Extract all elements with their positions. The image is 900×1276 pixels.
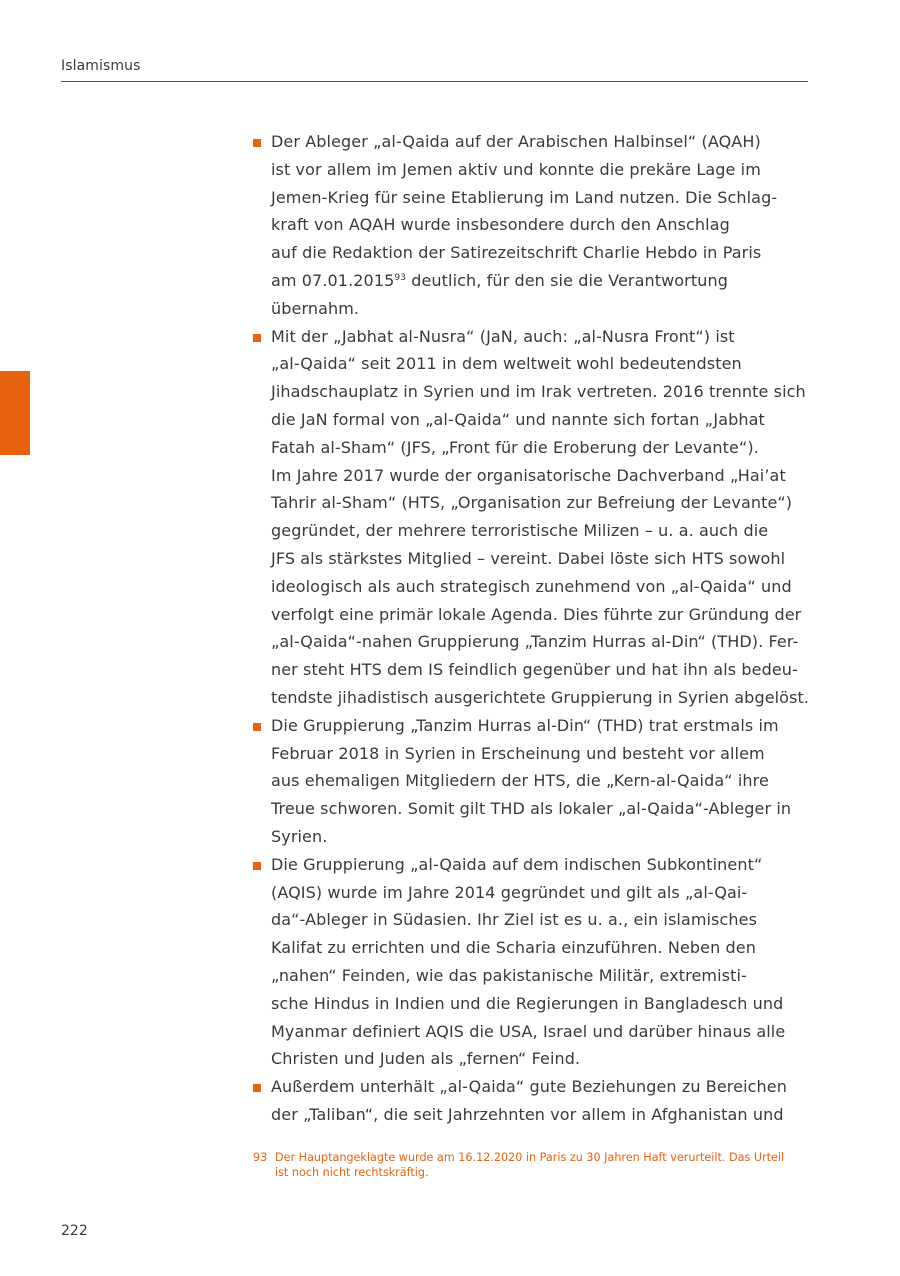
text-line: JFS als stärkstes Mitglied – vereint. Dabei löste sich HTS sowohl [271,548,786,568]
text-line: Mit der „Jabhat al-Nusra“ (JaN, auch: „al-Nusra Front“) ist [271,326,735,346]
square-bullet-icon [253,862,261,870]
text-fragment: deutlich, für den sie die Verantwortung [406,270,728,290]
text-line: der „Taliban“, die seit Jahrzehnten vor allem in Afghanistan und [271,1104,784,1124]
text-line: „nahen“ Feinden, wie das pakistanische Militär, extremisti- [271,965,747,985]
text-line: Syrien. [271,826,328,846]
square-bullet-icon [253,139,261,147]
main-content [251,128,811,1129]
text-line: verfolgt eine primär lokale Agenda. Dies führte zur Gründung der [271,604,802,624]
list-item [251,323,811,712]
square-bullet-icon [253,334,261,342]
text-line: ideologisch als auch strategisch zunehmend von „al-Qaida“ und [271,576,792,596]
text-line: Außerdem unterhält „al-Qaida“ gute Beziehungen zu Bereichen [271,1077,787,1097]
header-rule [61,81,808,82]
text-line: „al-Qaida“-nahen Gruppierung „Tanzim Hurras al-Din“ (THD). Fer- [271,632,799,652]
text-line: die JaN formal von „al-Qaida“ und nannte sich fortan „Jabhat [271,409,765,429]
text-line: Fatah al-Sham“ (JFS, „Front für die Eroberung der Levante“). [271,437,759,457]
list-item [251,128,811,323]
text-line: Der Ableger „al-Qaida auf der Arabischen Halbinsel“ (AQAH) [271,132,761,151]
bullet-list [251,128,811,1129]
text-line: „al-Qaida“ seit 2011 in dem weltweit wohl bedeutendsten [271,354,742,374]
text-line: da“-Ableger in Südasien. Ihr Ziel ist es u. a., ein islamisches [271,910,758,930]
text-line: Februar 2018 in Syrien in Erscheinung und besteht vor allem [271,743,765,763]
text-line: Jihadschauplatz in Syrien und im Irak vertreten. 2016 trennte sich [271,382,806,402]
text-line: Tahrir al-Sham“ (HTS, „Organisation zur Befreiung der Levante“) [271,493,793,513]
square-bullet-icon [253,723,261,731]
footnote-number: 93 [253,1151,268,1164]
text-fragment: am 07.01.2015 [271,270,395,290]
text-line: aus ehemaligen Mitgliedern der HTS, die „Kern-al-Qaida“ ihre [271,771,769,791]
list-item [251,1073,811,1129]
text-line: auf die Redaktion der Satirezeitschrift Charlie Hebdo in Paris [271,243,762,263]
text-line: sche Hindus in Indien und die Regierungen in Bangladesch und [271,993,784,1013]
square-bullet-icon [253,1084,261,1092]
text-line: Jemen-Krieg für seine Etablierung im Land nutzen. Die Schlag- [271,187,778,207]
text-line: Myanmar definiert AQIS die USA, Israel und darüber hinaus alle [271,1021,786,1041]
text-line: Treue schworen. Somit gilt THD als lokaler „al-Qaida“-Ableger in [271,799,792,819]
text-line: tendste jihadistisch ausgerichtete Gruppierung in Syrien abgelöst. [271,687,810,707]
text-line: ner steht HTS dem IS feindlich gegenüber und hat ihn als bedeu- [271,660,798,680]
text-line: Die Gruppierung „al-Qaida auf dem indischen Subkontinent“ [271,854,763,874]
list-item [251,712,811,851]
footnote [253,1150,813,1180]
footnote-line: ist noch nicht rechtskräftig. [275,1166,429,1179]
chapter-tab-marker [0,371,30,455]
footnote-line: Der Hauptangeklagte wurde am 16.12.2020 in Paris zu 30 Jahren Haft verurteilt. Das Urteil [275,1151,785,1164]
text-line: Die Gruppierung „Tanzim Hurras al-Din“ (THD) trat erstmals im [271,715,779,735]
text-line: (AQIS) wurde im Jahre 2014 gegründet und gilt als „al-Qai- [271,882,748,902]
footnote-reference: 93 [394,272,407,283]
list-item [251,851,811,1073]
text-line-with-footnote [271,267,811,295]
text-line: gegründet, der mehrere terroristische Milizen – u. a. auch die [271,521,769,541]
text-line: übernahm. [271,298,360,318]
text-line: Christen und Juden als „fernen“ Feind. [271,1049,581,1069]
text-line: kraft von AQAH wurde insbesondere durch den Anschlag [271,215,730,235]
text-line: Kalifat zu errichten und die Scharia einzuführen. Neben den [271,938,756,958]
page-number: 222 [61,1223,88,1239]
text-line: Im Jahre 2017 wurde der organisatorische Dachverband „Hai’at [271,465,786,485]
running-header: Islamismus [61,58,141,74]
text-line: ist vor allem im Jemen aktiv und konnte die prekäre Lage im [271,159,761,179]
